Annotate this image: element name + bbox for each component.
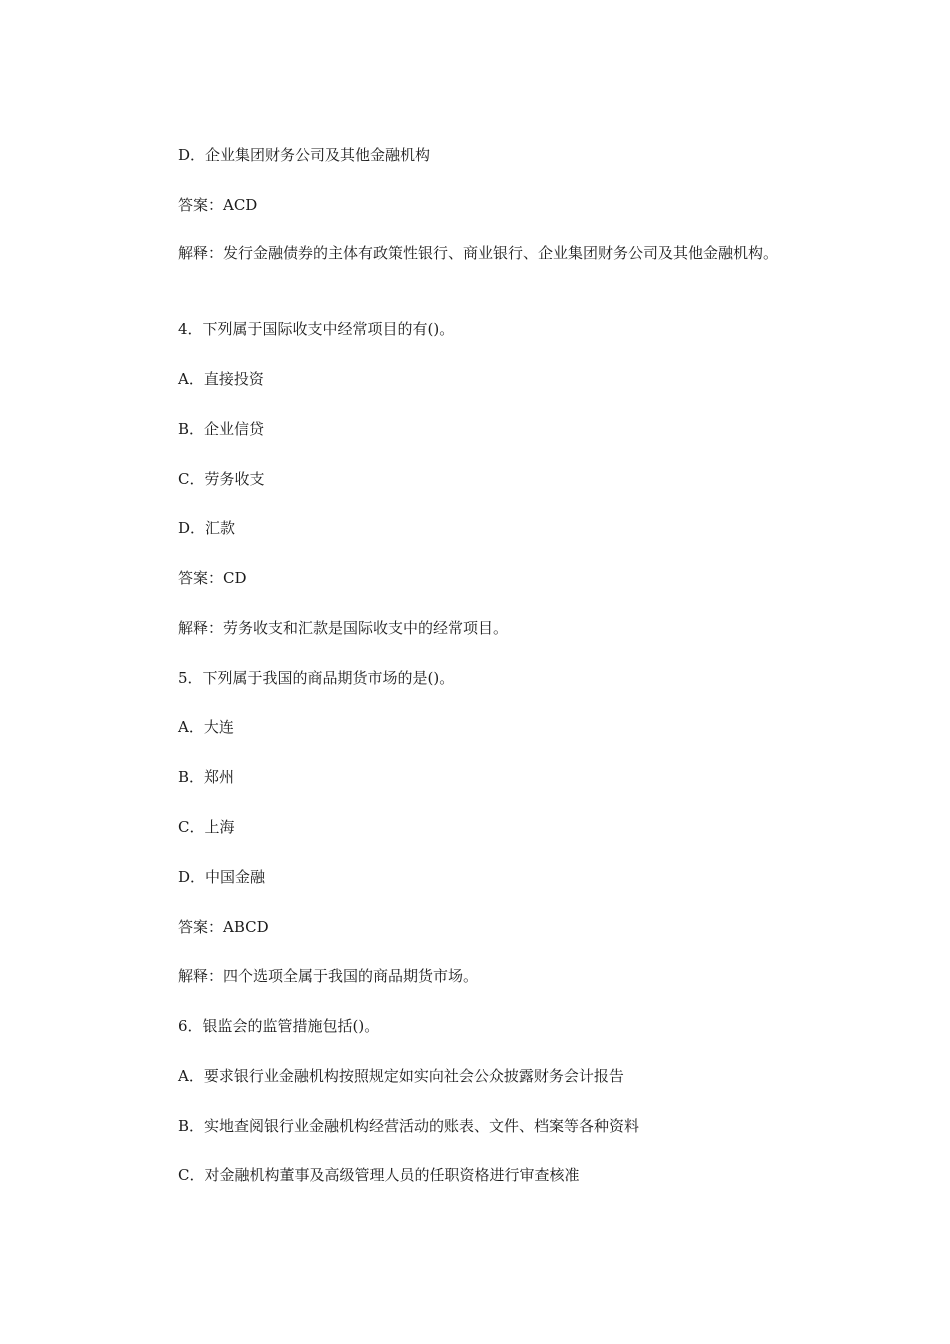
q5-answer: 答案：ABCD — [178, 918, 269, 936]
q4-option-d: D．汇款 — [178, 519, 236, 537]
q4-question: 4．下列属于国际收支中经常项目的有()。 — [178, 320, 455, 338]
q4-explanation: 解释：劳务收支和汇款是国际收支中的经常项目。 — [178, 619, 509, 637]
q5-question: 5．下列属于我国的商品期货市场的是()。 — [178, 669, 455, 687]
q5-option-b: B．郑州 — [178, 768, 235, 786]
q4-option-c: C．劳务收支 — [178, 470, 265, 488]
q3-answer: 答案：ACD — [178, 196, 258, 214]
q4-answer: 答案：CD — [178, 569, 247, 587]
q5-option-a: A．大连 — [178, 718, 234, 736]
q5-explanation: 解释：四个选项全属于我国的商品期货市场。 — [178, 967, 479, 985]
q5-option-c: C．上海 — [178, 818, 235, 836]
q6-option-a: A．要求银行业金融机构按照规定如实向社会公众披露财务会计报告 — [178, 1067, 624, 1085]
q3-option-d: D．企业集团财务公司及其他金融机构 — [178, 146, 431, 164]
q4-option-a: A．直接投资 — [178, 370, 264, 388]
q6-option-b: B．实地查阅银行业金融机构经营活动的账表、文件、档案等各种资料 — [178, 1117, 640, 1135]
q4-option-b: B．企业信贷 — [178, 420, 265, 438]
q6-option-c: C．对金融机构董事及高级管理人员的任职资格进行审查核准 — [178, 1166, 580, 1184]
q6-question: 6．银监会的监管措施包括()。 — [178, 1017, 380, 1035]
q5-option-d: D．中国金融 — [178, 868, 266, 886]
q3-explanation: 解释：发行金融债券的主体有政策性银行、商业银行、企业集团财务公司及其他金融机构。 — [178, 244, 779, 262]
